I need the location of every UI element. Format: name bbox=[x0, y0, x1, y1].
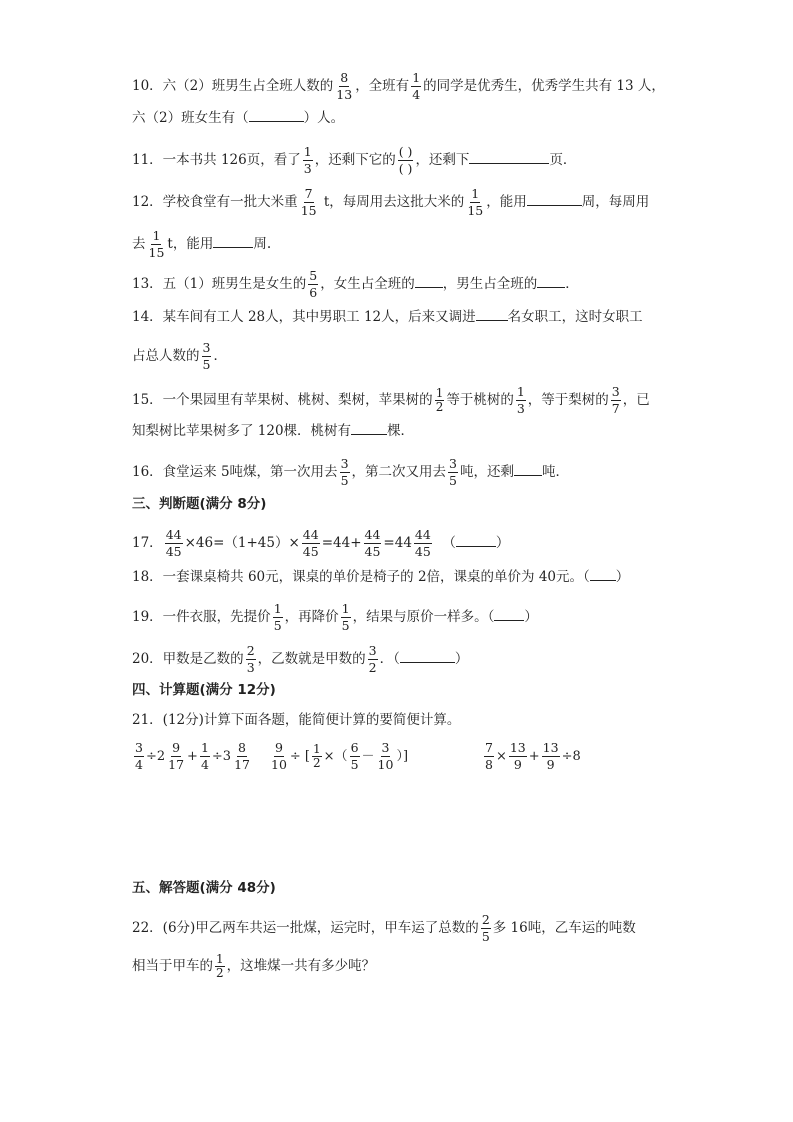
q15-text: ，等于梨树的 bbox=[527, 392, 609, 408]
fraction: $\frac{9}{10}$ bbox=[271, 740, 287, 772]
answer-blank[interactable] bbox=[351, 420, 387, 435]
q10-text: ，全班有 bbox=[355, 78, 410, 94]
fraction: $\frac{3}{5}$ bbox=[202, 340, 211, 372]
fraction: $\frac{8}{13}$ bbox=[336, 70, 353, 102]
q12-text: t，每周用去这批大米的 bbox=[319, 194, 465, 210]
q20-line bbox=[132, 643, 468, 676]
q10-text: 10．六（2）班男生占全班人数的 bbox=[132, 78, 334, 94]
q14-text: 14．某车间有工人 28人，其中男职工 12人，后来又调进 bbox=[132, 309, 476, 325]
answer-blank[interactable] bbox=[469, 149, 549, 164]
fraction: $\frac{1}{15}$ bbox=[148, 228, 165, 260]
q11-line bbox=[132, 144, 576, 177]
q17-text: ） bbox=[495, 535, 510, 551]
q21-expression-1 bbox=[132, 740, 253, 773]
fraction: $\frac{7}{8}$ bbox=[485, 740, 493, 772]
fraction: $\frac{1}{3}$ bbox=[516, 384, 525, 416]
operator: + bbox=[187, 749, 198, 764]
q13-text: ． bbox=[565, 276, 579, 292]
q17-text: =44+ bbox=[321, 535, 362, 551]
q10-line1 bbox=[132, 70, 665, 103]
operator: ÷2 bbox=[145, 749, 166, 764]
answer-blank[interactable] bbox=[494, 606, 524, 621]
q18-text: 18．一套课桌椅共 60元，课桌的单价是椅子的 2倍，课桌的单价为 40元。（ bbox=[132, 569, 590, 585]
q12-text: 周，每周用 bbox=[581, 194, 650, 210]
q12-line1 bbox=[132, 186, 649, 219]
q11-text: 页． bbox=[549, 152, 577, 168]
fraction: $\frac{3}{10}$ bbox=[377, 740, 394, 772]
q14-text: 占总人数的 bbox=[132, 348, 200, 364]
fraction: $\frac{1}{2}$ bbox=[216, 952, 224, 980]
q18-text: ） bbox=[615, 569, 630, 585]
q10-line2 bbox=[132, 107, 344, 128]
fraction: $\frac{1}{15}$ bbox=[467, 186, 484, 218]
fraction: $\frac{7}{15}$ bbox=[300, 186, 317, 218]
fraction: $\frac{3}{5}$ bbox=[449, 456, 457, 488]
q10-text: 的同学是优秀生，优秀学生共有 13 人， bbox=[423, 78, 665, 94]
q15-line2 bbox=[132, 420, 414, 441]
q20-text: ，乙数就是甲数的 bbox=[257, 651, 366, 667]
fraction: $\frac{3}{7}$ bbox=[611, 384, 620, 416]
fraction: $\frac{8}{17}$ bbox=[234, 740, 250, 772]
fraction: $\frac{13}{9}$ bbox=[542, 740, 559, 772]
fraction: $\frac{2}{5}$ bbox=[481, 912, 490, 944]
q16-text: 16．食堂运来 5吨煤，第一次用去 bbox=[132, 464, 338, 480]
fraction: $\frac{44}{45}$ bbox=[165, 527, 182, 559]
q22-line2 bbox=[132, 953, 375, 980]
fraction: $\frac{1}{5}$ bbox=[341, 601, 350, 633]
q19-line bbox=[132, 601, 538, 634]
q16-text: 吨． bbox=[541, 464, 569, 480]
q12-text: 去 bbox=[132, 236, 146, 252]
answer-blank[interactable] bbox=[249, 107, 304, 122]
q16-text: ，第二次又用去 bbox=[351, 464, 447, 480]
fraction-blank[interactable]: ( ) ( ) bbox=[398, 144, 413, 176]
operator: ）] bbox=[396, 749, 409, 764]
fraction: $\frac{1}{2}$ bbox=[313, 742, 321, 770]
fraction: $\frac{1}{3}$ bbox=[303, 144, 312, 176]
q17-text: ×46=（1+45）× bbox=[184, 535, 300, 551]
answer-blank[interactable] bbox=[514, 461, 542, 476]
operator: × bbox=[495, 749, 507, 764]
q14-text: 名女职工，这时女职工 bbox=[507, 309, 643, 325]
q12-text: 12．学校食堂有一批大米重 bbox=[132, 194, 298, 210]
fraction: $\frac{1}{4}$ bbox=[412, 70, 421, 102]
answer-blank[interactable] bbox=[213, 233, 253, 248]
answer-blank[interactable] bbox=[590, 566, 616, 581]
q12-text: 周. bbox=[253, 236, 272, 252]
operator: － bbox=[361, 749, 375, 764]
q13-text: ，女生占全班的 bbox=[320, 276, 415, 292]
fraction: $\frac{3}{2}$ bbox=[368, 643, 377, 675]
answer-blank[interactable] bbox=[527, 191, 582, 206]
q12-text: ，能用 bbox=[486, 194, 527, 210]
q13-line bbox=[132, 268, 579, 301]
q10-text: ）人。 bbox=[303, 110, 345, 126]
section-heading-word-problems: 五、解答题(满分 48分) bbox=[132, 880, 276, 896]
q17-line bbox=[132, 527, 509, 560]
q17-text: （ bbox=[442, 535, 456, 551]
fraction: $\frac{44}{45}$ bbox=[302, 527, 319, 559]
fraction: $\frac{6}{5}$ bbox=[350, 740, 359, 772]
q13-text: 13．五（1）班男生是女生的 bbox=[132, 276, 307, 292]
operator: ×（ bbox=[323, 749, 348, 764]
fraction: $\frac{2}{3}$ bbox=[246, 643, 255, 675]
q15-line1 bbox=[132, 384, 650, 417]
answer-blank[interactable] bbox=[456, 532, 496, 547]
section-heading-judgement: 三、判断题(满分 8分) bbox=[132, 496, 267, 512]
q11-text: ，还剩下 bbox=[415, 152, 470, 168]
q21-expression-2 bbox=[268, 740, 408, 773]
q14-line1 bbox=[132, 306, 643, 327]
q19-text: ） bbox=[524, 609, 538, 625]
answer-blank[interactable] bbox=[537, 273, 565, 288]
fraction: $\frac{1}{5}$ bbox=[273, 601, 282, 633]
q11-text: 11．一本书共 126页，看了 bbox=[132, 152, 301, 168]
section-heading-calculation: 四、计算题(满分 12分) bbox=[132, 682, 276, 698]
q17-text: =44 bbox=[383, 535, 412, 551]
q20-text: ．（ bbox=[379, 651, 400, 667]
q20-text: ） bbox=[454, 651, 469, 667]
fraction: $\frac{1}{2}$ bbox=[435, 386, 444, 414]
fraction: $\frac{9}{17}$ bbox=[168, 740, 185, 772]
fraction: $\frac{1}{4}$ bbox=[200, 740, 209, 772]
q21-instruction: 21．(12分)计算下面各题，能简便计算的要简便计算。 bbox=[132, 712, 461, 728]
q11-text: ，还剩下它的 bbox=[314, 152, 396, 168]
q22-line1 bbox=[132, 912, 636, 945]
q21-expression-3 bbox=[482, 740, 581, 773]
fraction: $\frac{3}{4}$ bbox=[135, 740, 143, 772]
q19-text: 19．一件衣服，先提价 bbox=[132, 609, 271, 625]
q15-text: 棵． bbox=[387, 423, 415, 439]
q15-text: ，已 bbox=[622, 392, 650, 408]
operator: + bbox=[528, 749, 540, 764]
q22-text: 22．(6分)甲乙两车共运一批煤，运完时，甲车运了总数的 bbox=[132, 920, 479, 936]
fraction: $\frac{44}{45}$ bbox=[414, 527, 431, 559]
q22-text: 相当于甲车的 bbox=[132, 958, 213, 974]
q18-line bbox=[132, 566, 629, 587]
q15-text: 等于桃树的 bbox=[446, 392, 514, 408]
q15-text: 15．一个果园里有苹果树、桃树、梨树，苹果树的 bbox=[132, 392, 433, 408]
fraction: $\frac{5}{6}$ bbox=[309, 268, 318, 300]
q13-text: ，男生占全班的 bbox=[442, 276, 538, 292]
q14-line2 bbox=[132, 340, 227, 373]
q15-text: 知梨树比苹果树多了 120棵．桃树有 bbox=[132, 423, 352, 439]
q22-text: 多 16吨，乙车运的吨数 bbox=[492, 920, 636, 936]
operator: ÷ [ bbox=[289, 749, 311, 764]
q12-line2 bbox=[132, 228, 271, 261]
q19-text: ，再降价 bbox=[284, 609, 339, 625]
q19-text: ，结果与原价一样多。（ bbox=[352, 609, 495, 625]
fraction: $\frac{13}{9}$ bbox=[509, 740, 526, 772]
q16-line bbox=[132, 456, 569, 489]
fraction: $\frac{44}{45}$ bbox=[364, 527, 381, 559]
operator: ÷8 bbox=[561, 749, 581, 764]
q14-text: ． bbox=[213, 348, 227, 364]
q16-text: 吨，还剩 bbox=[459, 464, 514, 480]
q20-text: 20．甲数是乙数的 bbox=[132, 651, 244, 667]
q17-text: 17． bbox=[132, 535, 163, 551]
operator: ÷3 bbox=[211, 749, 232, 764]
fraction: $\frac{3}{5}$ bbox=[340, 456, 349, 488]
q22-text: ，这堆煤一共有多少吨？ bbox=[226, 958, 376, 974]
answer-blank[interactable] bbox=[476, 306, 508, 321]
answer-blank[interactable] bbox=[415, 273, 443, 288]
answer-blank[interactable] bbox=[400, 648, 455, 663]
q10-text: 六（2）班女生有（ bbox=[132, 110, 249, 126]
q12-text: t，能用 bbox=[167, 236, 214, 252]
